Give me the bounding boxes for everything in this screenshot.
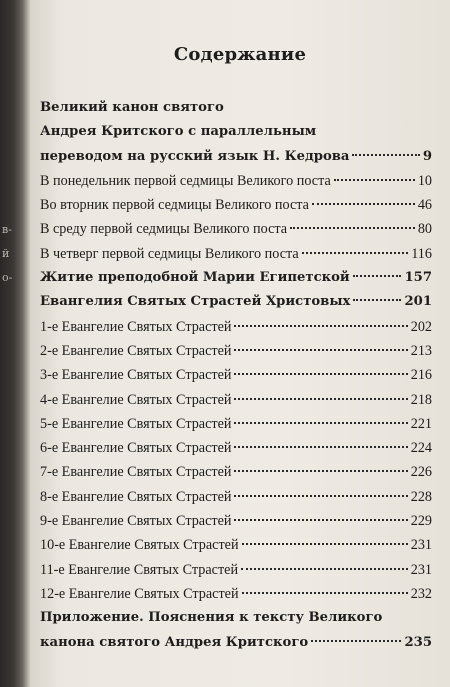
dot-leader — [352, 154, 419, 156]
toc-entry-page-number: 157 — [404, 270, 432, 286]
toc-entry-title: Приложение. Пояснения к тексту Великого — [40, 610, 383, 626]
toc-entry-title: 2-е Евангелие Святых Страстей — [40, 342, 232, 359]
toc-entry-page-number: 226 — [410, 464, 432, 481]
toc-entry-title: В четверг первой седмицы Великого поста — [40, 245, 299, 262]
toc-entry-title: Андрея Критского с параллельным — [40, 124, 317, 140]
toc-entry — [40, 388, 432, 412]
page-title: Содержание — [173, 44, 307, 65]
toc-entry-page-number: 224 — [410, 440, 432, 457]
dot-leader — [234, 495, 407, 497]
toc-entry-page-number: 229 — [410, 513, 432, 530]
toc-entry — [40, 242, 432, 266]
dot-leader — [334, 179, 415, 181]
toc-entry-title: В среду первой седмицы Великого поста — [40, 221, 288, 238]
dot-leader — [234, 349, 407, 351]
toc-entry-title: 9-е Евангелие Святых Страстей — [40, 513, 232, 530]
book-page — [30, 0, 450, 687]
toc-entry-page-number: 232 — [410, 585, 432, 602]
toc-entry-title: 3-е Евангелие Святых Страстей — [40, 367, 232, 384]
toc-entry-page-number: 46 — [417, 197, 432, 214]
toc-entry — [40, 509, 432, 533]
toc-entry — [40, 217, 432, 241]
toc-entry — [40, 363, 432, 387]
dot-leader — [234, 325, 407, 327]
toc-entry — [40, 460, 432, 484]
toc-entry — [40, 193, 432, 217]
toc-entry — [40, 120, 432, 144]
toc-entry — [40, 485, 432, 509]
gutter-text-fragments: в- й о- — [2, 223, 13, 284]
toc-entry-title: Великий канон святого — [40, 100, 224, 115]
toc-entry — [40, 266, 432, 290]
dot-leader — [242, 543, 408, 545]
dot-leader — [302, 252, 409, 254]
toc-entry-title: переводом на русский язык Н. Кедрова — [40, 148, 350, 164]
dot-leader — [234, 470, 407, 472]
toc-entry-title: 7-е Евангелие Святых Страстей — [40, 464, 232, 481]
toc-entry-title: 12-е Евангелие Святых Страстей — [40, 585, 239, 602]
toc-entry — [40, 582, 432, 606]
dot-leader — [242, 592, 408, 594]
toc-entry-page-number: 231 — [410, 561, 432, 578]
toc-entry — [40, 339, 432, 363]
binding-gutter — [0, 0, 30, 687]
toc-entry-page-number: 235 — [404, 634, 432, 650]
toc-entry-page-number: 218 — [410, 391, 432, 408]
toc-entry-page-number: 201 — [404, 294, 432, 310]
toc-entry-page-number: 202 — [410, 318, 432, 335]
dot-leader — [234, 398, 407, 400]
dot-leader — [312, 203, 415, 205]
dot-leader — [234, 373, 407, 375]
toc-entry-title: 6-е Евангелие Святых Страстей — [40, 440, 232, 457]
toc-entry-page-number: 80 — [417, 221, 432, 238]
toc-entry-page-number: 216 — [410, 367, 432, 384]
dot-leader — [234, 519, 407, 521]
toc-entry-title: 11-е Евангелие Святых Страстей — [40, 561, 239, 578]
toc-entry — [40, 631, 432, 655]
toc-entry-page-number: 9 — [422, 148, 432, 164]
toc-entry — [40, 436, 432, 460]
dot-leader — [234, 422, 407, 424]
toc-entry — [40, 169, 432, 193]
toc-entry-page-number: 213 — [410, 342, 432, 359]
toc-entry-title: 5-е Евангелие Святых Страстей — [40, 415, 232, 432]
dot-leader — [311, 640, 401, 642]
toc-entry — [40, 412, 432, 436]
toc-entry-title: 10-е Евангелие Святых Страстей — [40, 537, 239, 554]
toc-entry-page-number: 116 — [411, 245, 432, 262]
dot-leader — [290, 227, 415, 229]
toc-entry-page-number: 221 — [410, 415, 432, 432]
toc-entry — [40, 96, 432, 120]
toc-entry-page-number: 228 — [410, 488, 432, 505]
toc-entry — [40, 558, 432, 582]
toc-entry — [40, 145, 432, 169]
toc-entry-title: Евангелия Святых Страстей Христовых — [40, 294, 351, 310]
toc-entry — [40, 290, 432, 314]
toc-entry-title: Житие преподобной Марии Египетской — [40, 270, 350, 286]
toc-entry — [40, 315, 432, 339]
dot-leader — [353, 275, 402, 277]
toc-entry-title: Во вторник первой седмицы Великого поста — [40, 197, 309, 214]
toc-entry — [40, 533, 432, 557]
toc-entry-title: В понедельник первой седмицы Великого поста — [40, 172, 331, 189]
toc-entry-title: 4-е Евангелие Святых Страстей — [40, 391, 232, 408]
dot-leader — [234, 446, 407, 448]
dot-leader — [241, 568, 408, 570]
toc-entry-title: 1-е Евангелие Святых Страстей — [40, 318, 232, 335]
toc-entry-page-number: 231 — [410, 537, 432, 554]
toc-entry-page-number: 10 — [417, 172, 432, 189]
toc-entry-title: 8-е Евангелие Святых Страстей — [40, 488, 232, 505]
dot-leader — [353, 299, 401, 301]
toc-entry-title: канона святого Андрея Критского — [40, 634, 309, 650]
toc-entry — [40, 606, 432, 630]
table-of-contents — [40, 96, 432, 655]
